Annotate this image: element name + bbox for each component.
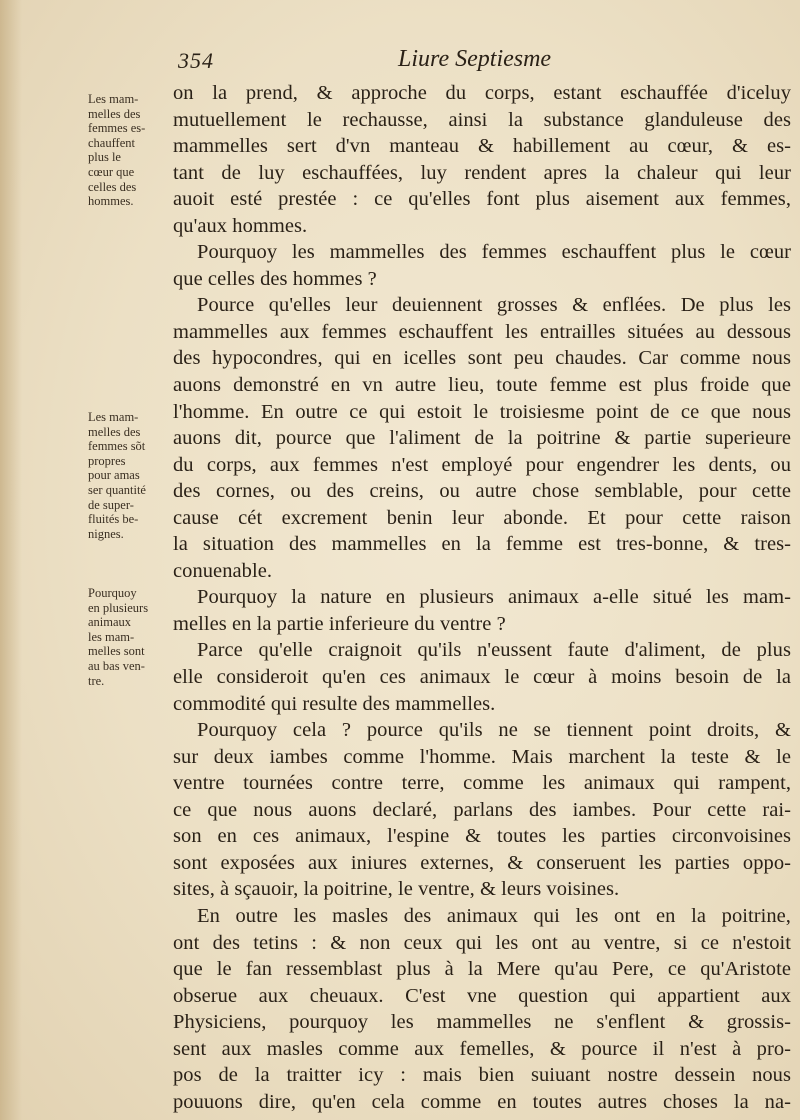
text-line: mammelles sert d'vn manteau & habillement au cœur, & es-: [173, 135, 791, 158]
margin-note-line: animaux: [88, 615, 132, 630]
margin-note-line: femmes es-: [88, 121, 146, 136]
text-line: Physiciens, pourquoy les mammelles ne s'enflent & grossis-: [173, 1011, 791, 1034]
margin-note-line: hommes.: [88, 194, 134, 209]
text-line: auons demonstré en vn autre lieu, toute femme est plus froide que: [173, 374, 791, 397]
page-header: [0, 44, 800, 78]
text-line: sont exposées aux iniures externes, & conseruent les parties oppo-: [173, 851, 791, 874]
text-line: qu'aux hommes.: [173, 214, 308, 237]
text-line: Parce qu'elle craignoit qu'ils n'eussent faute d'aliment, de plus: [197, 639, 791, 662]
text-line: l'homme. En outre ce qui estoit le troisiesme point de ce que nous: [173, 400, 791, 423]
body-text: [173, 80, 791, 1115]
margin-note-line: Pourquoy: [88, 586, 137, 600]
text-line: pouuons dire, qu'en cela comme en toutes autres choses la na-: [173, 1090, 791, 1113]
text-line: sent aux masles comme aux femelles, & pource il n'est à pro-: [173, 1037, 791, 1060]
text-line: elle consideroit qu'en ces animaux le cœur à moins besoin de la: [173, 666, 791, 689]
text-line: on la prend, & approche du corps, estant eschauffée d'iceluy: [173, 82, 791, 104]
margin-note-line: Les mam-: [88, 92, 139, 106]
text-line: ce que nous auons declaré, parlans des iambes. Pour cette rai-: [173, 798, 791, 821]
margin-note-line: melles des: [88, 424, 141, 439]
text-line: la situation des mammelles en la femme est tres-bonne, & tres-: [173, 533, 791, 556]
margin-note-line: pour amas: [88, 468, 140, 483]
margin-note-line: Les mam-: [88, 410, 139, 424]
text-line: conuenable.: [173, 559, 273, 582]
text-line: mutuellement le rechausse, ainsi la substance glanduleuse des: [173, 108, 791, 131]
page-number: 354: [178, 48, 214, 73]
margin-note-line: tre.: [88, 673, 105, 688]
margin-note-line: de super-: [88, 497, 134, 512]
text-line: sites, à sçauoir, la poitrine, le ventre, & leurs voisines.: [173, 878, 620, 901]
text-line: son en ces animaux, l'espine & toutes les parties circonvoisines: [173, 825, 791, 848]
text-line: ventre tournées contre terre, comme les animaux qui rampent,: [173, 772, 791, 795]
margin-note-line: fluités be-: [88, 512, 139, 527]
margin-note-line: melles sont: [88, 644, 145, 659]
text-line: Pource qu'elles leur deuiennent grosses & enflées. De plus les: [197, 294, 791, 317]
margin-note: [88, 586, 168, 688]
text-line: commodité qui resulte des mammelles.: [173, 692, 496, 715]
text-line: sur deux iambes comme l'homme. Mais marchent la teste & le: [173, 745, 791, 768]
margin-note-line: cœur que: [88, 164, 135, 179]
margin-note-line: propres: [88, 453, 126, 468]
text-line: du corps, aux femmes n'est employé pour engendrer les dents, ou: [173, 453, 791, 476]
margin-note-line: melles des: [88, 106, 141, 121]
margin-note-line: les mam-: [88, 629, 135, 644]
text-line: que le fan ressemblast plus à la Mere qu'au Pere, ce qu'Aristote: [173, 958, 791, 981]
margin-note: [88, 410, 168, 541]
text-line: auons dit, pource que l'aliment de la poitrine & partie superieure: [173, 427, 791, 450]
text-line: des cornes, ou des creins, ou autre chose semblable, pour cette: [173, 480, 791, 503]
question-line: melles en la partie inferieure du ventre ?: [173, 612, 506, 635]
margin-note-line: nignes.: [88, 526, 124, 541]
question-line: Pourquoy les mammelles des femmes eschauffent plus le cœur: [197, 241, 791, 264]
margin-note-line: femmes sõt: [88, 439, 146, 454]
margin-note-line: plus le: [88, 150, 121, 165]
text-line: tant de luy eschauffées, luy rendent apres la chaleur qui leur: [173, 161, 791, 184]
text-line: auoit esté prestée : ce qu'elles font plus aisement aux femmes,: [173, 188, 791, 211]
margin-note-line: chauffent: [88, 135, 135, 150]
margin-note: [88, 92, 168, 209]
text-line: Pourquoy cela ? pource qu'ils ne se tiennent point droits, &: [197, 719, 791, 742]
text-line: pos de la traitter icy : mais bien suiuant nostre dessein nous: [173, 1064, 791, 1087]
text-line: obserue aux cheuaux. C'est vne question qui appartient aux: [173, 984, 791, 1007]
text-line: des hypocondres, qui en icelles sont peu chaudes. Car comme nous: [173, 347, 791, 370]
text-line: mammelles aux femmes eschauffent les entrailles situées au dessous: [173, 320, 791, 343]
question-line: que celles des hommes ?: [173, 267, 377, 290]
margin-note-line: celles des: [88, 179, 137, 194]
margin-note-line: ser quantité: [88, 482, 146, 497]
margin-note-line: en plusieurs: [88, 600, 149, 615]
question-line: Pourquoy la nature en plusieurs animaux a-elle situé les mam-: [197, 586, 791, 609]
margin-note-line: au bas ven-: [88, 658, 145, 673]
text-line: En outre les masles des animaux qui les ont en la poitrine,: [197, 904, 791, 927]
text-line: cause cét excrement benin leur abonde. Et pour cette raison: [173, 506, 791, 529]
text-line: ont des tetins : & non ceux qui les ont au ventre, si ce n'estoit: [173, 931, 791, 954]
running-head: Liure Septiesme: [398, 46, 552, 72]
